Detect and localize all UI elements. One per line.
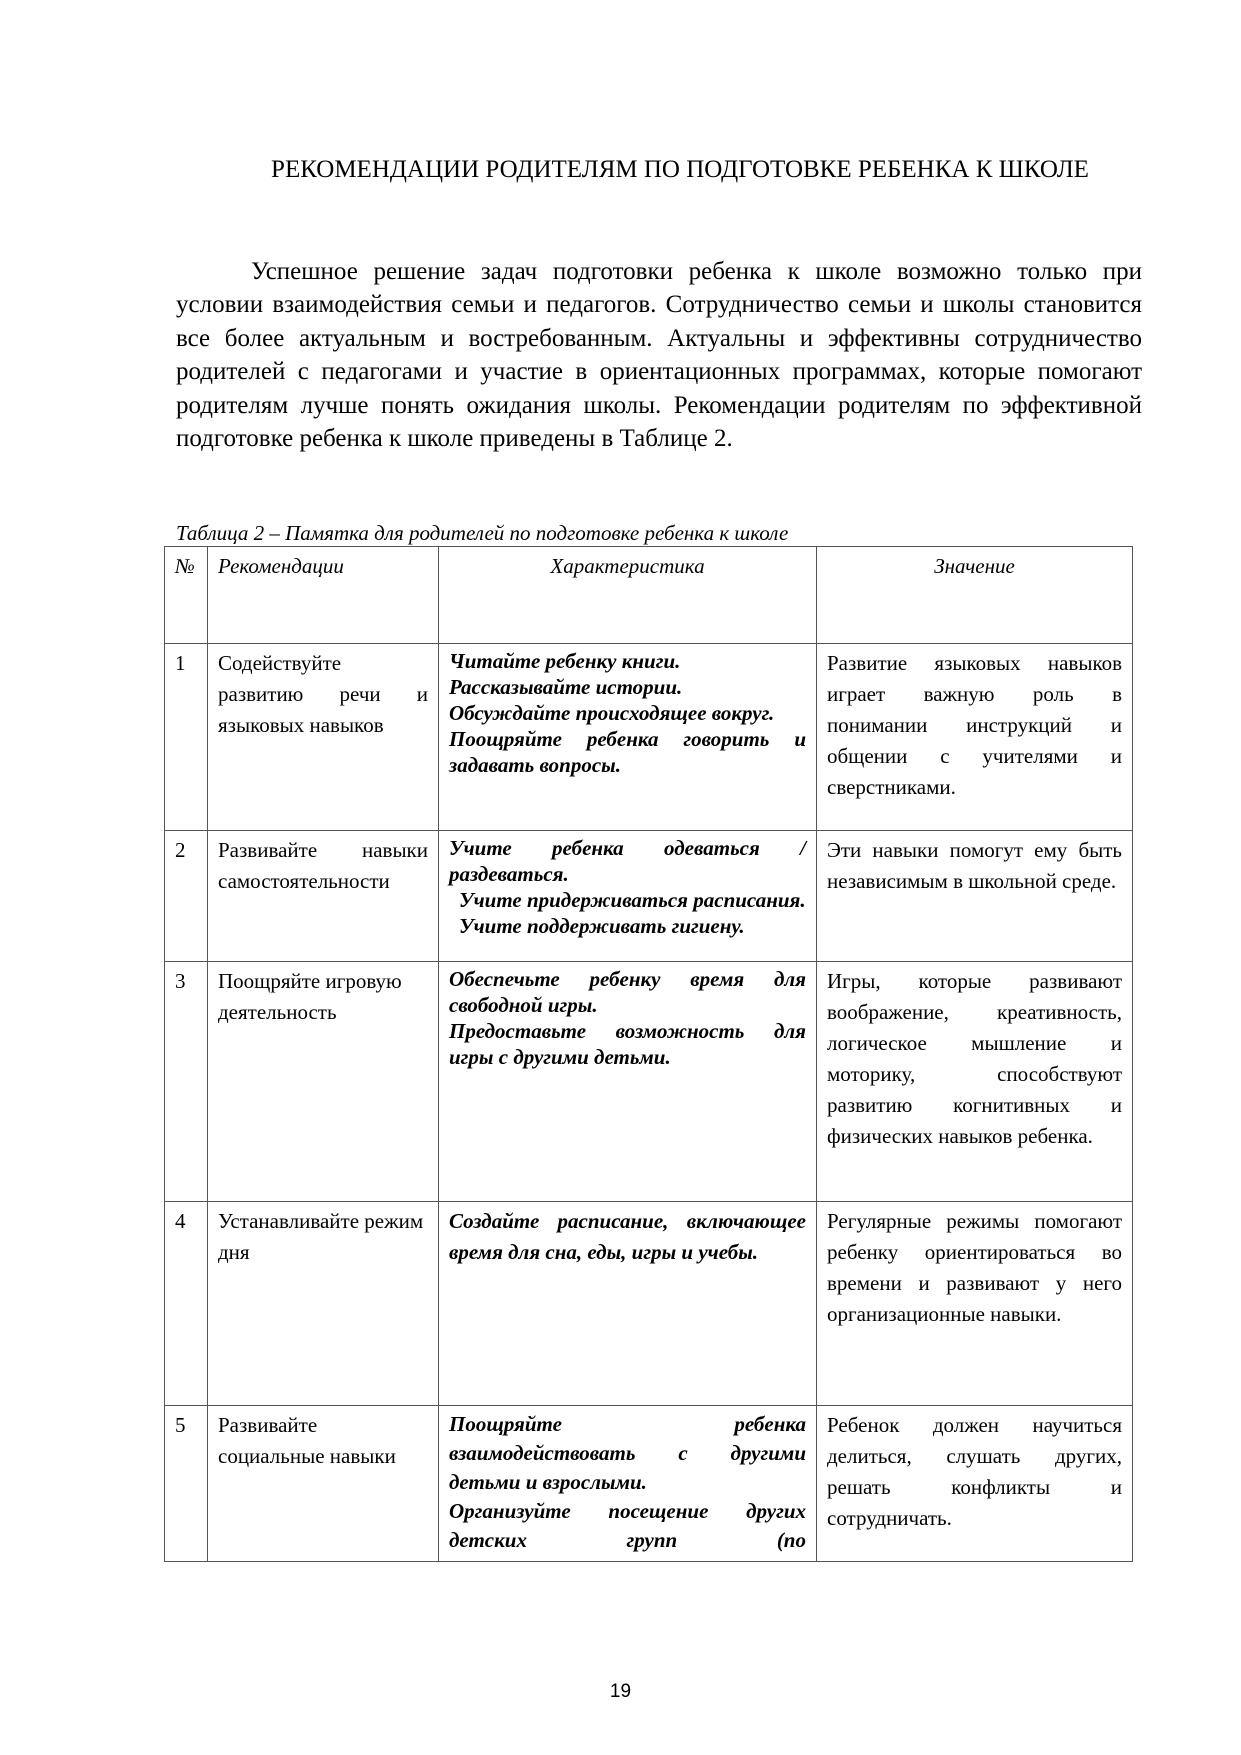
row-number: 5 [165,1406,208,1562]
characteristic-line: Читайте ребенку книги. [449,649,681,673]
characteristic-line: Обеспечьте ребенку время для свободной игры. [449,967,806,1017]
table-header-row [165,547,1133,644]
row-meaning: Регулярные режимы помогают ребенку ориентироваться во времени и развивают у него организационные навыки. [817,1202,1133,1406]
page-number: 19 [609,1681,632,1702]
row-number: 4 [165,1202,208,1406]
characteristic-line: Поощряйте ребенка взаимодействовать с другими детьми и взрослыми. [449,1412,806,1494]
row-recommendation: Поощряйте игровую деятельность [208,962,439,1202]
table-caption: Таблица 2 – Памятка для родителей по подготовке ребенка к школе [176,521,789,545]
table-row [165,831,1133,962]
recommendations-table [164,546,1133,1562]
characteristic-line: Поощряйте ребенка говорить и задавать вопросы. [449,727,806,777]
table-row [165,644,1133,831]
page-title: РЕКОМЕНДАЦИИ РОДИТЕЛЯМ ПО ПОДГОТОВКЕ РЕБЕНКА К ШКОЛЕ [271,156,1089,183]
characteristic-line: Учите ребенка одеваться / раздеваться. [449,836,806,886]
row-recommendation: Развивайте навыки самостоятельности [208,831,439,962]
intro-paragraph: Успешное решение задач подготовки ребенка к школе возможно только при условии взаимодействия семьи и педагогов. Сотрудничество семьи и школы становится все более актуальным и востребованным. Актуальны и эффективны сотрудничество родителей с педагогами и участие в ориентационных программах, которые помогают родителям лучше понять ожидания школы. Рекомендации родителям по эффективной подготовке ребенка к школе приведены в Таблице 2. [176,258,1142,453]
table-row [165,1406,1133,1562]
row-meaning: Развитие языковых навыков играет важную роль в понимании инструкций и общении с учителями и сверстниками. [817,644,1133,831]
row-recommendation: Устанавливайте режим дня [208,1202,439,1406]
row-characteristic [439,1202,817,1406]
row-recommendation: Содействуйте развитию речи и языковых навыков [208,644,439,831]
characteristic-line: Предоставьте возможность для игры с другими детьми. [449,1019,806,1069]
row-meaning: Игры, которые развивают воображение, креативность, логическое мышление и моторику, способствуют развитию когнитивных и физических навыков ребенка. [817,962,1133,1202]
row-characteristic [439,962,817,1202]
characteristic-line: Создайте расписание, включающее время для сна, еды, игры и учебы. [449,1209,806,1264]
row-number: 1 [165,644,208,831]
header-recommendations: Рекомендации [208,547,439,644]
table-row [165,1202,1133,1406]
characteristic-line: Рассказывайте истории. [449,675,683,699]
header-number: № [165,547,208,644]
row-meaning: Ребенок должен научиться делиться, слушать других, решать конфликты и сотрудничать. [817,1406,1133,1562]
row-characteristic [439,644,817,831]
header-meaning: Значение [817,547,1133,644]
characteristic-line: Организуйте посещение других детских групп (по [449,1499,806,1552]
header-characteristic: Характеристика [439,547,817,644]
row-number: 2 [165,831,208,962]
row-recommendation: Развивайте социальные навыки [208,1406,439,1562]
characteristic-line: Учите придерживаться расписания. [459,888,806,912]
characteristic-line: Обсуждайте происходящее вокруг. [449,701,775,725]
row-meaning: Эти навыки помогут ему быть независимым в школьной среде. [817,831,1133,962]
row-number: 3 [165,962,208,1202]
row-characteristic [439,831,817,962]
row-characteristic [439,1406,817,1562]
table-row [165,962,1133,1202]
characteristic-line: Учите поддерживать гигиену. [459,914,745,938]
